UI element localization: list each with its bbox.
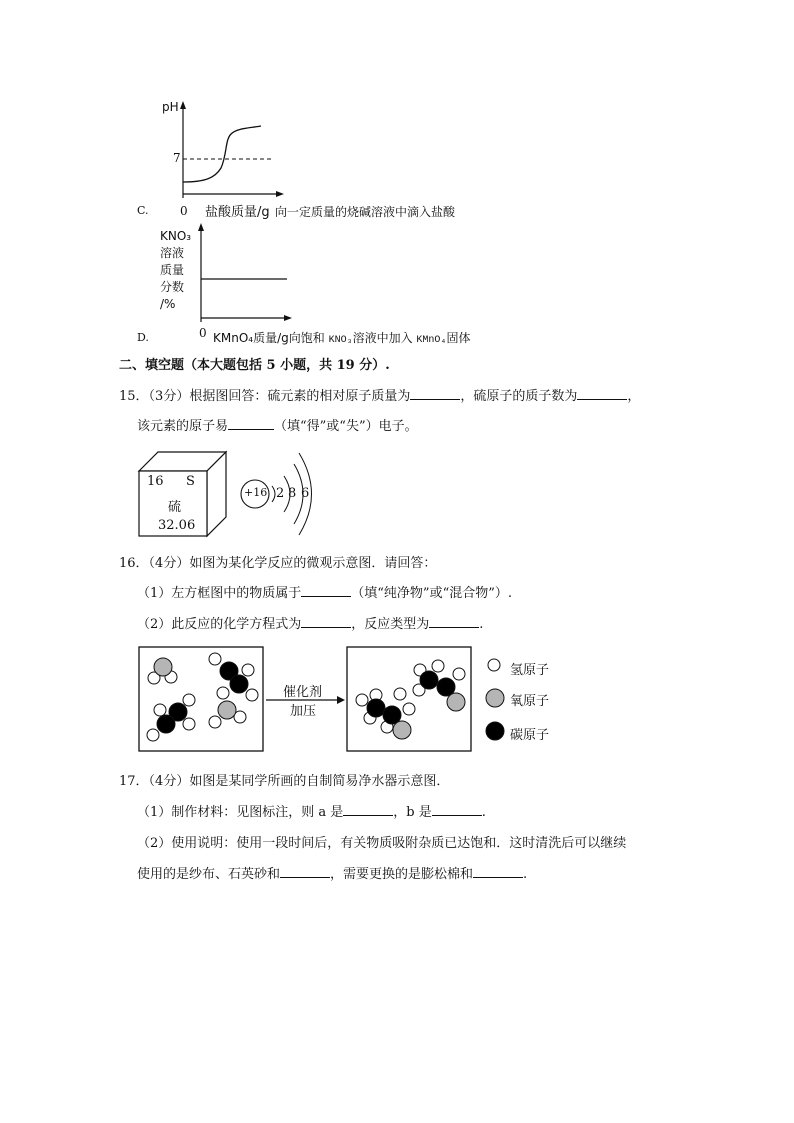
question-score: （4分） (148, 556, 190, 571)
option-c-letter: C. (137, 204, 149, 217)
atom-shell-3: 6 (301, 486, 310, 501)
kno3-y-line: /% (160, 297, 176, 311)
option-d-line: KMnO₄质量/g向饱和 KNO₃溶液中加入 KMnO₄固体 (213, 331, 471, 346)
q17-intro: 17．（4分）如图是某同学所画的自制简易净水器示意图． (119, 774, 450, 789)
legend-carbon: 碳原子 (510, 728, 550, 743)
kno3-y-line: 质量 (160, 263, 185, 277)
q17-answer-a[interactable] (343, 803, 393, 816)
q17-part1: （1）制作材料：见图标注，则 a 是 ，b 是 . (137, 805, 486, 820)
kno3-y-line: KNO₃ (160, 229, 192, 243)
pressure-label: 加压 (290, 704, 317, 719)
atom-legend-swatches (484, 655, 510, 745)
q16-part1: （1）左方框图中的物质属于 （填“纯净物”或“混合物”）. (137, 586, 512, 601)
q15-line1: 15．（3分）根据图回答：硫元素的相对原子质量为 ，硫原子的质子数为 ， (119, 389, 641, 404)
q15-line2: 该元素的原子易 （填“得”或“失”）电子。 (137, 419, 418, 434)
option-d-letter: D. (137, 331, 149, 344)
element-number: 16 (147, 474, 164, 489)
kno3-x-axis-label: KMnO₄质量/g (213, 331, 289, 345)
question-number: 15． (119, 389, 149, 404)
question-score: （3分） (148, 389, 190, 404)
ph-x-axis-label: 盐酸质量/g (205, 205, 270, 220)
question-score: （4分） (148, 774, 190, 789)
atom-nucleus: +16 (244, 486, 268, 499)
q15-answer-mass[interactable] (410, 387, 460, 400)
q16-answer-substance-type[interactable] (301, 584, 351, 597)
q17-answer-b[interactable] (432, 803, 482, 816)
q15-answer-gain-lose[interactable] (228, 417, 274, 430)
atom-shell-1: 2 (276, 486, 285, 501)
kno3-origin: 0 (199, 326, 207, 340)
option-d-caption: 向饱和 (288, 331, 329, 345)
legend-hydrogen: 氢原子 (510, 663, 550, 678)
q17-answer-replace[interactable] (473, 865, 523, 878)
q16-answer-reaction-type[interactable] (429, 615, 479, 628)
question-number: 16． (119, 556, 149, 571)
kno3-y-axis-label (160, 228, 191, 313)
question-number: 17． (119, 774, 149, 789)
kno3-y-line: 分数 (160, 280, 185, 294)
kno3-graph (193, 222, 293, 326)
kno3-y-line: 溶液 (160, 246, 185, 260)
q17-answer-reusable[interactable] (280, 865, 330, 878)
legend-oxygen: 氧原子 (510, 694, 550, 709)
q17-part2-line1: （2）使用说明：使用一段时间后，有关物质吸附杂质已达饱和．这时清洗后可以继续 (137, 836, 627, 851)
element-symbol: S (186, 474, 195, 489)
atom-shell-2: 8 (288, 486, 297, 501)
section-title: 二、填空题（本大题包括 5 小题，共 19 分）. (119, 358, 390, 373)
q16-answer-equation[interactable] (301, 615, 351, 628)
carbon-swatch (486, 722, 504, 740)
ph-origin: 0 (180, 204, 188, 218)
element-mass: 32.06 (158, 518, 196, 533)
ph-graph (175, 100, 285, 204)
q16-part2: （2）此反应的化学方程式为 ，反应类型为 . (137, 617, 484, 632)
element-name: 硫 (168, 500, 182, 515)
ph-seven-tick: 7 (173, 151, 181, 165)
oxygen-swatch (486, 689, 504, 707)
hydrogen-swatch (488, 659, 500, 671)
ph-axis-label: pH (162, 100, 179, 114)
catalyst-label: 催化剂 (283, 685, 323, 700)
q15-answer-protons[interactable] (577, 387, 627, 400)
q16-intro: 16．（4分）如图为某化学反应的微观示意图．请回答： (119, 556, 437, 571)
q17-part2-line2: 使用的是纱布、石英砂和 ，需要更换的是膨松棉和 . (137, 867, 528, 882)
option-c-caption: 向一定质量的烧碱溶液中滴入盐酸 (275, 205, 456, 219)
